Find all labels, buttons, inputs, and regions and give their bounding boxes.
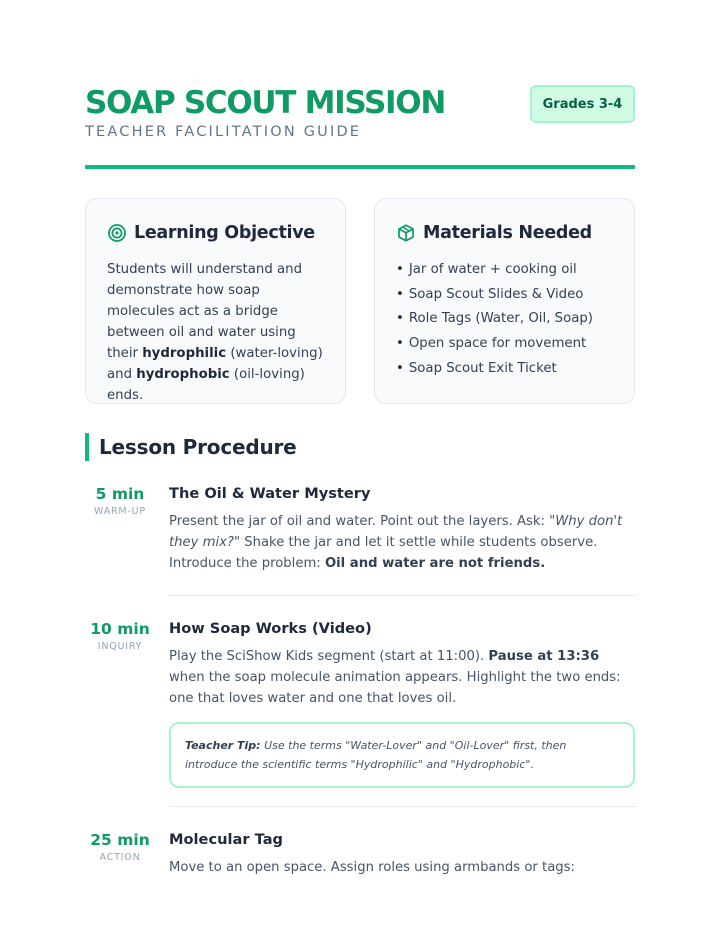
step-key-point: Oil and water are not friends. xyxy=(324,556,546,571)
step-content xyxy=(169,484,637,574)
term-hydrophilic: hydrophilic xyxy=(142,346,227,361)
term-hydrophobic: hydrophobic xyxy=(136,367,230,382)
list-item: • Soap Scout Exit Ticket xyxy=(396,357,614,382)
step-phase: WARM-UP xyxy=(94,506,146,517)
step-text-part: when the soap molecule animation appears. Highlight the two ends: one that loves water and one that loves oil. xyxy=(169,670,621,706)
step-question: "Why don't they mix?" xyxy=(169,514,623,550)
teacher-tip-label: Teacher Tip: xyxy=(185,739,261,752)
materials-card xyxy=(374,198,635,404)
step-duration: 5 min xyxy=(95,485,145,503)
step-title: The Oil & Water Mystery xyxy=(169,485,371,502)
header-divider xyxy=(85,165,635,169)
step-duration: 25 min xyxy=(90,831,150,849)
step-content xyxy=(169,619,637,788)
list-item: • Soap Scout Slides & Video xyxy=(396,283,614,308)
document-header xyxy=(85,84,635,170)
list-item: • Jar of water + cooking oil xyxy=(396,258,614,283)
step-text-part: Shake the jar and let it settle while students observe. Introduce the problem: xyxy=(169,535,598,571)
objective-text-part: Students will understand and demonstrate how soap molecules act as a bridge between oil and water using their xyxy=(107,262,303,361)
learning-objective-title: Learning Objective xyxy=(134,223,315,243)
list-item: • Role Tags (Water, Oil, Soap) xyxy=(396,307,614,332)
materials-list xyxy=(396,258,614,382)
teacher-tip-box xyxy=(169,722,635,788)
page-subtitle: TEACHER FACILITATION GUIDE xyxy=(85,124,362,140)
learning-objective-text xyxy=(107,259,325,406)
objective-text-part: (oil-loving) ends. xyxy=(107,367,305,403)
teacher-tip-text: Use the terms "Water-Lover" and "Oil-Lover" first, then introduce the scientific terms "Hydrophilic" and "Hydrophobic". xyxy=(185,739,567,771)
materials-header xyxy=(396,221,614,245)
learning-objective-header xyxy=(107,221,325,245)
cube-icon xyxy=(396,223,416,243)
learning-objective-card xyxy=(85,198,346,404)
step-phase: INQUIRY xyxy=(97,641,143,652)
step-text-part: Play the SciShow Kids segment (start at 11:00). xyxy=(169,649,489,664)
step-description xyxy=(169,646,637,709)
step-content xyxy=(169,830,637,878)
list-item: • Open space for movement xyxy=(396,332,614,357)
grade-badge: Grades 3-4 xyxy=(530,85,635,123)
step-duration: 10 min xyxy=(90,620,150,638)
step-text-part: Present the jar of oil and water. Point out the layers. Ask: xyxy=(169,514,550,529)
page-title: SOAP SCOUT MISSION xyxy=(85,85,445,121)
step-text-part: Move to an open space. Assign roles using armbands or tags: xyxy=(169,860,575,875)
step-divider xyxy=(169,806,637,807)
objective-text-part: (water-loving) and xyxy=(107,346,323,382)
materials-title: Materials Needed xyxy=(423,223,592,243)
step-description xyxy=(169,857,637,878)
step-divider xyxy=(169,595,637,596)
step-phase: ACTION xyxy=(99,852,141,863)
step-description xyxy=(169,511,637,574)
step-title: How Soap Works (Video) xyxy=(169,620,372,637)
lesson-procedure-heading: Lesson Procedure xyxy=(85,433,297,461)
step-key-point: Pause at 13:36 xyxy=(488,649,600,664)
step-title: Molecular Tag xyxy=(169,831,283,848)
target-icon xyxy=(107,223,127,243)
